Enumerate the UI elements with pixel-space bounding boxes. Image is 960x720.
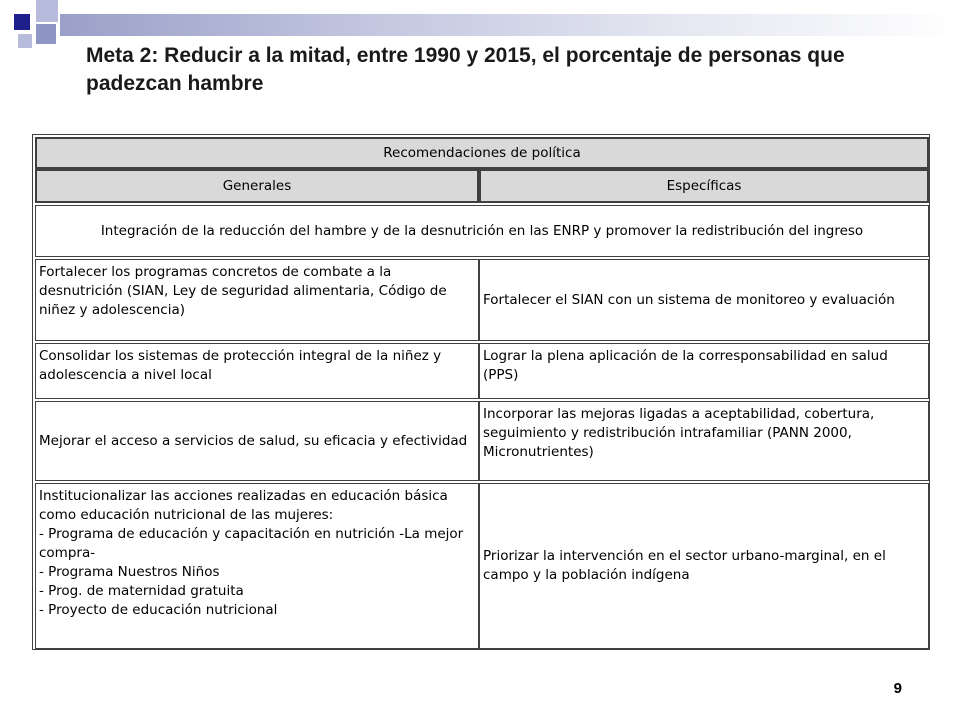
row-4-general-line: - Prog. de maternidad gratuita xyxy=(39,583,244,599)
row-1-specific xyxy=(479,259,929,341)
slide-title: Meta 2: Reducir a la mitad, entre 1990 y 2015, el porcentaje de personas que padezcan hambre xyxy=(86,44,845,95)
policy-table xyxy=(32,134,930,650)
row-2-specific xyxy=(479,343,929,399)
column-header-general-label: Generales xyxy=(222,178,292,194)
row-2-general xyxy=(35,343,479,399)
row-2-specific-text: Lograr la plena aplicación de la corresponsabilidad en salud (PPS) xyxy=(483,348,888,383)
header-gradient-bar xyxy=(60,14,960,36)
column-header-specific xyxy=(479,169,929,203)
row-4-specific-text: Priorizar la intervención en el sector urbano-marginal, en el campo y la población indígena xyxy=(483,548,886,583)
table-header-main xyxy=(35,137,929,169)
integration-row-text: Integración de la reducción del hambre y de la desnutrición en las ENRP y promover la redistribución del ingreso xyxy=(100,222,864,239)
row-3-general-text: Mejorar el acceso a servicios de salud, su eficacia y efectividad xyxy=(39,432,468,449)
column-header-specific-label: Específicas xyxy=(666,178,742,194)
row-1-general xyxy=(35,259,479,341)
decor-square-light xyxy=(18,34,32,48)
page-number: 9 xyxy=(893,680,902,697)
decor-square-mid xyxy=(36,24,56,44)
row-3-specific-text: Incorporar las mejoras ligadas a aceptabilidad, cobertura, seguimiento y redistribución intrafamiliar (PANN 2000, Micronutrientes) xyxy=(483,406,875,460)
row-4-general xyxy=(35,483,479,649)
row-3-specific xyxy=(479,401,929,481)
column-header-general xyxy=(35,169,479,203)
integration-row xyxy=(35,205,929,257)
decor-square-dark xyxy=(14,14,30,30)
row-4-specific xyxy=(479,483,929,649)
row-2-general-text: Consolidar los sistemas de protección integral de la niñez y adolescencia a nivel local xyxy=(39,348,442,383)
decor-square-light xyxy=(36,0,58,22)
row-1-general-text: Fortalecer los programas concretos de combate a la desnutrición (SIAN, Ley de seguridad alimentaria, Código de niñez y adolescencia) xyxy=(39,264,447,318)
table-header-main-label: Recomendaciones de política xyxy=(383,145,581,161)
row-3-general xyxy=(35,401,479,481)
row-1-specific-text: Fortalecer el SIAN con un sistema de monitoreo y evaluación xyxy=(483,291,895,308)
row-4-general-line: - Proyecto de educación nutricional xyxy=(39,602,278,618)
row-4-general-line: - Programa Nuestros Niños xyxy=(39,564,220,580)
row-4-general-line: Institucionalizar las acciones realizadas en educación básica como educación nutricional de las mujeres: xyxy=(39,488,448,523)
row-4-general-line: - Programa de educación y capacitación en nutrición -La mejor compra- xyxy=(39,526,464,561)
